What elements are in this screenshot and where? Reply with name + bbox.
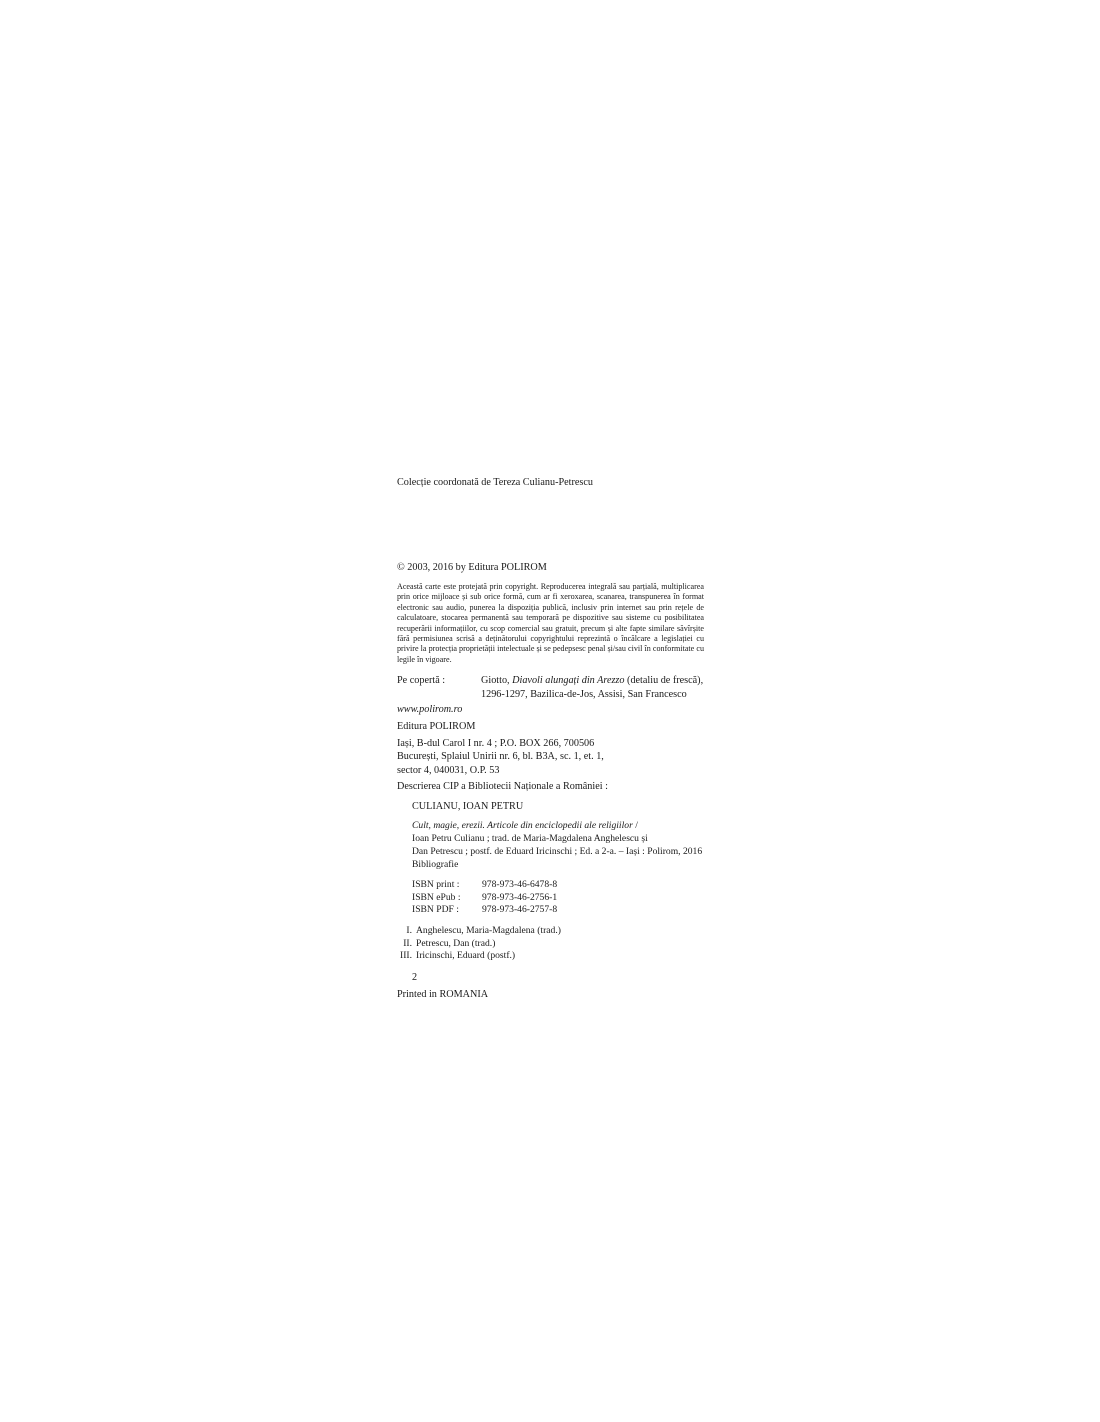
cip-classification: 2: [412, 971, 418, 983]
contributor-text: Anghelescu, Maria-Magdalena (trad.): [416, 924, 561, 936]
cover-work-title: Diavoli alungați din Arezzo: [512, 675, 625, 686]
cover-credit-line1: [397, 674, 703, 688]
cip-bibliography: Bibliografie: [412, 859, 459, 871]
isbn-row: [412, 879, 727, 892]
isbn-list: [397, 879, 727, 917]
cip-credits-line: Ioan Petru Culianu ; trad. de Maria-Magdalena Anghelescu și: [412, 833, 648, 845]
cip-credits-line: Dan Petrescu ; postf. de Eduard Iricinschi ; Ed. a 2-a. – Iași : Polirom, 2016: [412, 846, 703, 858]
publisher-name: Editura POLIROM: [397, 721, 476, 732]
cover-detail: (detaliu de frescă),: [627, 675, 704, 686]
isbn-value: 978-973-46-2756-1: [482, 891, 558, 903]
isbn-label: ISBN print :: [412, 879, 460, 891]
address-line: București, Splaiul Unirii nr. 6, bl. B3A, sc. 1, et. 1,: [397, 751, 604, 763]
contributor-number: II.: [403, 937, 412, 949]
isbn-value: 978-973-46-2757-8: [482, 904, 558, 916]
printed-in: Printed in ROMANIA: [397, 989, 489, 1001]
copyright-notice: Această carte este protejată prin copyright. Reproducerea integrală sau parțială, multiplicarea prin orice mijloace și sub orice formă, cum ar fi xeroxarea, scanarea, transpunerea în format electronic sau audio, punerea la dispoziția publică, inclusiv prin internet sau prin rețele de calculatoare, stocarea permanentă sau temporară pe dispozitive sau sisteme cu posibilitatea recuperării informațiilor, cu scop comercial sau gratuit, precum și alte fapte similare săvîrșite fără permisiunea scrisă a deținătorului copyrightului reprezintă o încălcare a legislației cu privire la protecția proprietății intelectuale și se pedepsesc penal și/sau civil în conformitate cu legile în vigoare.: [397, 582, 704, 664]
cip-title-italic: Cult, magie, erezii. Articole din enciclopedii ale religiilor: [412, 820, 633, 832]
cover-artist: Giotto,: [481, 675, 510, 686]
contributor-row: [397, 925, 727, 938]
isbn-row: [412, 892, 727, 905]
publisher-website: www.polirom.ro: [397, 704, 463, 715]
cover-credit-line2: 1296-1297, Bazilica-de-Jos, Assisi, San Francesco: [481, 688, 687, 700]
cip-heading: Descrierea CIP a Bibliotecii Naționale a României :: [397, 781, 608, 792]
isbn-row: [412, 904, 727, 917]
cip-title: [412, 819, 727, 832]
copyright-line: © 2003, 2016 by Editura POLIROM: [397, 562, 547, 573]
contributor-row: [397, 950, 727, 963]
contributor-number: I.: [406, 924, 412, 936]
isbn-label: ISBN PDF :: [412, 904, 459, 916]
isbn-value: 978-973-46-6478-8: [482, 879, 558, 891]
contributor-text: Iricinschi, Eduard (postf.): [416, 950, 516, 962]
cover-credit: [397, 674, 703, 701]
contributor-row: [397, 938, 727, 951]
cip-title-slash: /: [632, 820, 638, 832]
contributor-number: III.: [400, 950, 412, 962]
address-line: sector 4, 040031, O.P. 53: [397, 764, 500, 776]
cip-title-block: [397, 819, 727, 871]
isbn-label: ISBN ePub :: [412, 891, 461, 903]
cover-label: Pe copertă :: [397, 675, 446, 686]
cip-author: CULIANU, IOAN PETRU: [412, 800, 524, 812]
publisher-address: [397, 737, 604, 778]
collection-line: Colecție coordonată de Tereza Culianu-Petrescu: [397, 477, 593, 488]
address-line: Iași, B-dul Carol I nr. 4 ; P.O. BOX 266, 700506: [397, 737, 595, 749]
publisher-block: [397, 720, 604, 777]
contributor-text: Petrescu, Dan (trad.): [416, 937, 496, 949]
cip-record: [397, 780, 727, 1002]
contributor-list: [397, 925, 727, 963]
